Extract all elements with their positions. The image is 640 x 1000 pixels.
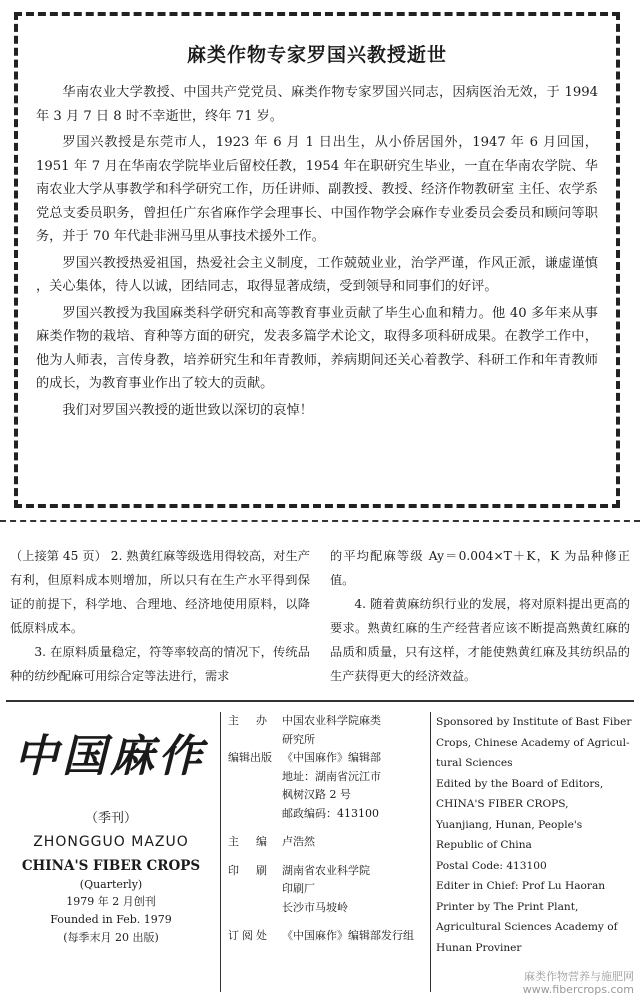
obituary-title: 麻类作物专家罗国兴教授逝世 [186,44,447,66]
masthead-cn-info [228,712,428,946]
en-line: tural Sciences [436,757,513,769]
founded-cn: 1979 年 2 月创刊 [66,895,156,908]
journal-english-title: CHINA'S FIBER CROPS [21,858,201,874]
dashed-divider [0,520,640,522]
subscription-value: 《中国麻作》编辑部发行组 [282,929,414,942]
obituary-paragraph-2: 罗国兴教授是东莞市人，1923 年 6 月 1 日出生，从小侨居国外，1947 年 6 月回国，1951 年 7 月在华南农学院毕业后留校任教，1954 年在职研究生毕业，一直在华南农学院、华南农业大学从事教学和科学研究工作，历任讲师、副教授、教授、经济作物教研室 主任、农学系党总支委员职务，曾担任广东省麻作学会理事长、中国作物学会麻作专业委员会委员和顾问等职务，并于 70 年代赴非洲马里从事技术援外工作。 [36,135,598,244]
en-line: Hunan Proviner [436,941,522,954]
masthead-divider-2 [430,712,431,992]
masthead-divider-1 [220,712,221,992]
masthead-rule [6,700,634,702]
continued-left-paragraph-1: （上接第 45 页） 2. 熟黄红麻等级选用得较高，对生产有利，但原料成本则增加，所以只有在生产水平得到保证的前提下，科学地、合理地、经济地使用原料，以降低原料成本。 [10,549,310,635]
en-line: CHINA'S FIBER CROPS, [436,798,569,810]
en-line: Postal Code: 413100 [436,859,547,872]
quarterly-en: (Quarterly) [79,878,143,891]
journal-logo: 中国麻作 [14,731,206,782]
journal-pinyin: ZHONGGUO MAZUO [33,834,189,850]
printer-label: 印 刷 [228,863,270,877]
sponsor-value-2: 研究所 [282,732,315,746]
en-line: Sponsored by Institute of Bast Fiber [436,716,632,728]
watermark [523,970,634,996]
obituary-paragraph-4: 罗国兴教授为我国麻类科学研究和高等教育事业贡献了毕生心血和精力。他 40 多年来从事麻类作物的栽培、育种等方面的研究，发表多篇学术论文，取得多项科研成果。在教学工作中，他为人师表，言传身教，培养研究生和年青教师，养病期间还关心着教学、科研工作和年青教师的成长，为教育事业作出了较大的贡献。 [36,305,598,391]
en-line: Yuanjiang, Hunan, People's [436,818,583,831]
editor-value-2: 地址：湖南省沅江市 [282,769,381,783]
editor-value-1: 《中国麻作》编辑部 [282,751,381,764]
sponsor-label: 主 办 [228,714,270,727]
continued-article [10,544,630,688]
continued-right-paragraph-2: 4. 随着黄麻纺织行业的发展，将对原料提出更高的要求。熟黄红麻的生产经营者应该不断提高熟黄红麻的品质和质量，只有这样，才能使熟黄红麻及其纺织品的生产获得更大的经济效益。 [330,597,630,683]
subscription-label: 订阅处 [228,929,270,942]
masthead-en-info [436,712,634,958]
printer-value-1: 湖南省农业科学院 [282,863,370,877]
printer-row [228,862,428,881]
printer-value-3: 长沙市马坡岭 [282,900,348,914]
printer-value-2: 印刷厂 [282,882,315,895]
en-line: Agricultural Sciences Academy of [436,921,618,933]
obituary-paragraph-3: 罗国兴教授热爱祖国，热爱社会主义制度，工作兢兢业业，治学严谨，作风正派，谦虚谨慎 ，关心集体，待人以诚，团结同志，取得显著成绩，受到领导和同事们的好评。 [36,255,598,294]
en-line: Republic of China [436,839,532,851]
obituary-paragraph-1: 华南农业大学教授、中国共产党党员、麻类作物专家罗国兴同志，因病医治无效，于 1994 年 3 月 7 日 8 时不幸逝世，终年 71 岁。 [36,85,598,124]
issue-note: (每季末月 20 出版) [63,931,159,944]
obituary-box [14,12,620,508]
en-line: Crops, Chinese Academy of Agricul- [436,736,630,749]
obituary-paragraph-5: 我们对罗国兴教授的逝世致以深切的哀悼！ [62,402,313,418]
subscription-row [228,927,428,946]
masthead-left [6,807,216,947]
sponsor-row [228,712,428,731]
editor-row [228,749,428,768]
en-line: Edited by the Board of Editors, [436,777,604,790]
editor-value-3: 枫树汉路 2 号 [282,788,351,801]
editor-value-4: 邮政编码：413100 [282,806,379,820]
continued-right-column [330,544,630,688]
watermark-line-2: www.fibercrops.com [522,983,634,996]
en-line: Printer by The Print Plant, [436,900,579,913]
continued-left-paragraph-2: 3. 在原料质量稳定，符等率较高的情况下，传统品种的纺纱配麻可用综合定等法进行，需求 [10,645,310,683]
founded-en: Founded in Feb. 1979 [50,913,172,926]
sponsor-value-1: 中国农业科学院麻类 [282,714,381,727]
quarterly-cn: （季刊） [84,811,137,826]
editor-label: 编辑出版 [228,751,272,764]
masthead [6,712,634,992]
continued-left-column [10,544,310,688]
en-line: Editer in Chief: Prof Lu Haoran [436,880,606,892]
continued-right-paragraph-1: 的平均配麻等级 Ay＝0.004×T＋K，K 为品种修正值。 [330,549,630,587]
chief-editor-label: 主 编 [228,835,270,848]
watermark-line-1: 麻类作物营养与施肥网 [524,970,634,983]
chief-editor-row [228,833,428,852]
chief-editor-value: 卢浩然 [282,835,315,848]
